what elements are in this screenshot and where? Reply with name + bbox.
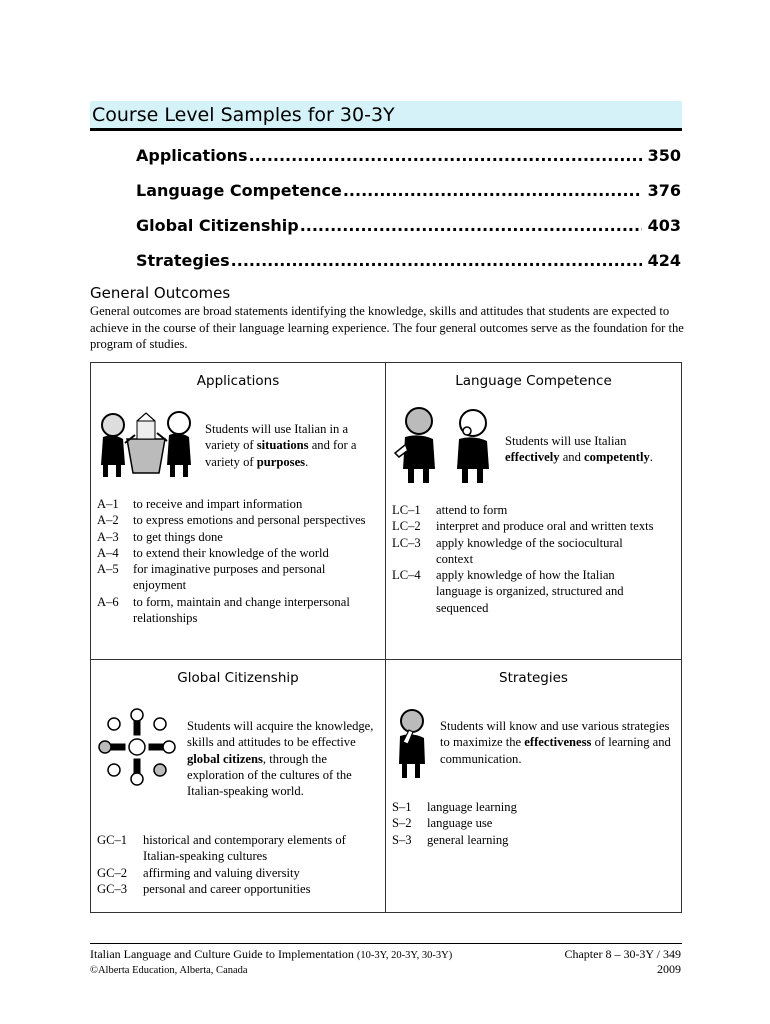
toc-entry-global-citizenship[interactable] <box>136 216 681 235</box>
toc-label: Strategies <box>136 251 230 270</box>
footer-guide-title <box>90 947 452 963</box>
global-citizenship-title: Global Citizenship <box>177 670 299 686</box>
general-outcomes-heading: General Outcomes <box>90 284 231 302</box>
toc-label: Language Competence <box>136 181 342 200</box>
outcome-text: to receive and impart information <box>133 497 303 511</box>
outcome-text: apply knowledge of the sociocultural context <box>436 535 623 566</box>
page-title: Course Level Samples for 30-3Y <box>92 104 395 126</box>
outcome-code: LC–2 <box>392 519 421 534</box>
outcome-code: GC–3 <box>97 881 128 896</box>
outcome-code: GC–1 <box>97 833 128 847</box>
outcomes-grid <box>90 362 682 913</box>
toc-entry-language-competence[interactable] <box>136 181 681 200</box>
outcome-code: LC–4 <box>392 568 421 583</box>
outcome-text: to express emotions and personal perspectives <box>133 513 366 528</box>
toc-leader <box>231 251 642 270</box>
list-item <box>97 512 379 528</box>
footer-copyright: ©Alberta Education, Alberta, Canada <box>90 965 248 976</box>
toc-label: Applications <box>136 146 248 165</box>
outcome-text: apply knowledge of how the Italian language is organized, structured and sequenced <box>436 568 624 615</box>
outcome-code: A–3 <box>97 529 119 544</box>
outcome-code: GC–2 <box>97 865 128 880</box>
list-item <box>392 502 662 518</box>
list-item <box>392 535 662 568</box>
language-competence-outcome-list <box>392 502 662 616</box>
outcome-text: language use <box>427 816 493 831</box>
toc-leader <box>300 216 642 235</box>
toc-page: 403 <box>647 216 681 235</box>
global-citizenship-circle-icon <box>97 707 177 787</box>
list-item <box>97 865 379 881</box>
applications-desc-part1: Students will use Italian in a variety of <box>205 422 349 453</box>
list-item <box>392 518 662 534</box>
outcome-code: A–5 <box>97 562 119 577</box>
outcome-text: personal and career opportunities <box>143 881 311 896</box>
applications-desc-bold2: purposes <box>256 454 306 469</box>
strategies-desc-bold1: effectiveness <box>524 735 592 750</box>
language-competence-desc-part1: Students will use Italian <box>505 434 627 448</box>
applications-desc-bold1: situations <box>256 438 309 453</box>
applications-desc-part2: and for a variety of <box>205 438 357 469</box>
toc-page: 350 <box>647 146 681 165</box>
outcome-text: historical and contemporary elements of Italian-speaking cultures <box>143 833 346 864</box>
list-item <box>392 567 662 616</box>
global-citizenship-description <box>187 718 377 799</box>
global-citizenship-desc-part1: Students will acquire the knowledge, skills and attitudes to be effective <box>187 719 374 750</box>
outcome-text: general learning <box>427 832 509 847</box>
list-item <box>392 832 662 848</box>
strategies-desc-part2: of learning and communication. <box>440 735 671 766</box>
applications-people-icon <box>97 409 197 479</box>
footer-guide-title-levels: (10-3Y, 20-3Y, 30-3Y) <box>356 950 453 961</box>
list-item <box>97 496 379 512</box>
outcome-text: to get things done <box>133 529 223 544</box>
footer-chapter-page: Chapter 8 – 30-3Y / 349 <box>564 947 681 961</box>
outcome-code: S–1 <box>392 800 412 814</box>
outcome-text: interpret and produce oral and written texts <box>436 519 654 534</box>
toc-page: 424 <box>647 251 681 270</box>
list-item <box>392 799 662 815</box>
list-item <box>97 529 379 545</box>
outcome-code: A–2 <box>97 513 119 528</box>
toc-leader <box>249 146 642 165</box>
strategies-title: Strategies <box>499 670 568 686</box>
list-item <box>97 594 379 627</box>
toc-entry-strategies[interactable] <box>136 251 681 270</box>
title-bar <box>90 101 682 131</box>
outcome-text: to form, maintain and change interpersonal relationships <box>133 594 350 626</box>
grid-divider-horizontal <box>91 659 681 660</box>
list-item <box>97 832 379 865</box>
outcome-text: affirming and valuing diversity <box>143 865 300 880</box>
strategies-description <box>440 718 676 767</box>
footer-divider <box>90 943 682 944</box>
footer-guide-title-main: Italian Language and Culture Guide to Implementation <box>90 947 357 961</box>
language-competence-desc-part2: and <box>559 450 585 465</box>
list-item <box>97 881 379 897</box>
applications-outcome-list <box>97 496 379 626</box>
language-competence-people-icon <box>393 405 503 485</box>
outcome-text: to extend their knowledge of the world <box>133 545 329 560</box>
outcome-code: S–3 <box>392 832 412 847</box>
applications-description <box>205 421 377 470</box>
toc-page: 376 <box>647 181 681 200</box>
toc-label: Global Citizenship <box>136 216 299 235</box>
outcome-code: LC–1 <box>392 503 421 517</box>
language-competence-description <box>505 433 677 466</box>
outcome-text: language learning <box>427 800 517 814</box>
global-citizenship-outcome-list <box>97 832 379 897</box>
general-outcomes-text: General outcomes are broad statements identifying the knowledge, skills and attitudes that students are expected to achieve in the course of their language learning experience. The four general outcomes serve as the foundation for the program of studies. <box>90 304 684 351</box>
list-item <box>392 815 662 831</box>
list-item <box>97 561 379 594</box>
outcome-code: A–4 <box>97 545 119 560</box>
strategies-desc-part1: Students will know and use various strategies to maximize the <box>440 719 670 750</box>
applications-title: Applications <box>196 373 280 389</box>
language-competence-desc-part3: . <box>649 450 653 465</box>
footer-left <box>90 947 452 978</box>
language-competence-title: Language Competence <box>455 373 612 389</box>
language-competence-desc-bold2: competently <box>584 450 650 465</box>
outcome-code: S–2 <box>392 816 412 831</box>
footer-year: 2009 <box>657 962 681 976</box>
list-item <box>97 545 379 561</box>
strategies-thinker-icon <box>397 708 427 780</box>
applications-desc-part3: . <box>305 454 309 469</box>
grid-divider-vertical <box>385 363 386 912</box>
global-citizenship-desc-part2: , through the exploration of the cultures of the Italian-speaking world. <box>187 751 352 799</box>
language-competence-desc-bold1: effectively <box>505 450 560 465</box>
outcome-code: LC–3 <box>392 535 421 550</box>
toc-entry-applications[interactable] <box>136 146 681 165</box>
outcome-code: A–1 <box>97 497 119 511</box>
outcome-text: attend to form <box>436 503 508 517</box>
toc-leader <box>343 181 642 200</box>
global-citizenship-desc-bold1: global citizens <box>187 751 263 766</box>
outcome-text: for imaginative purposes and personal enjoyment <box>133 562 326 593</box>
footer-right <box>564 947 681 977</box>
strategies-outcome-list <box>392 799 662 848</box>
outcome-code: A–6 <box>97 594 119 609</box>
